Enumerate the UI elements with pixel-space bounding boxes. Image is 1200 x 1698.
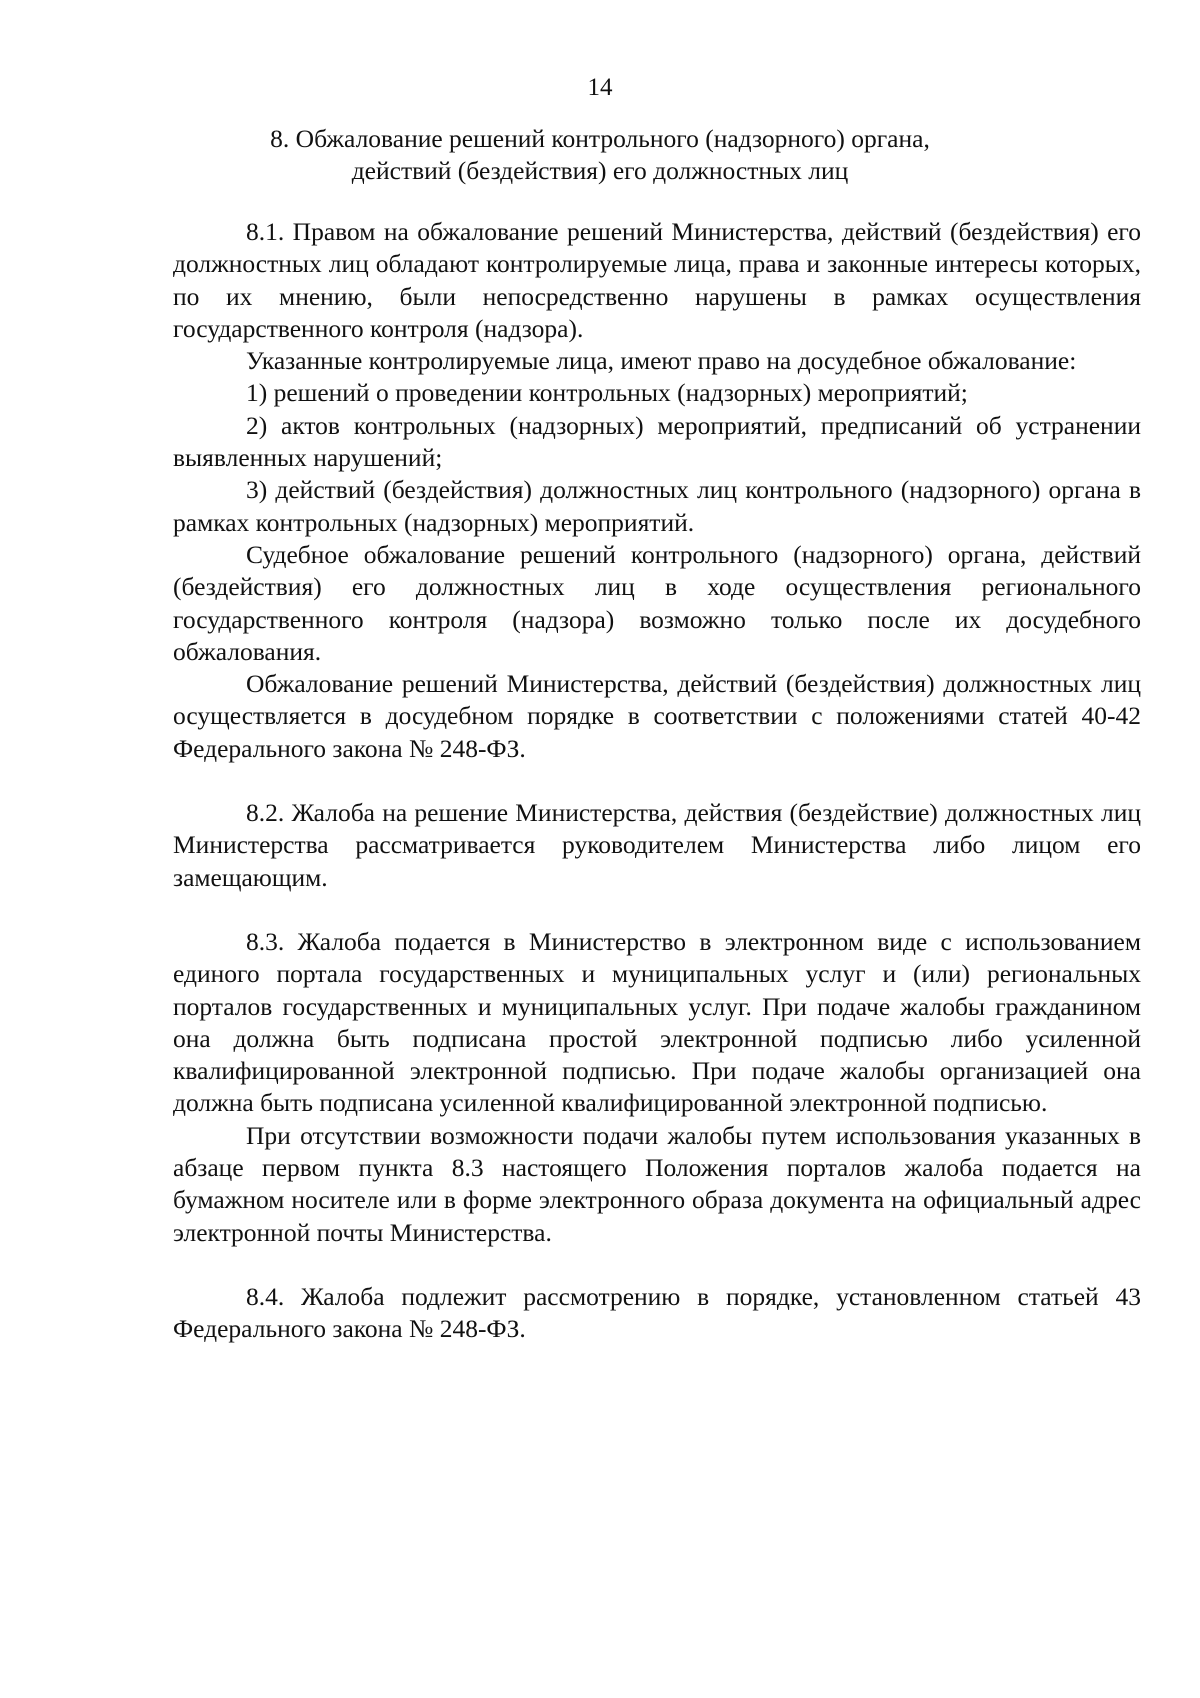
paragraph-appeal-procedure: Обжалование решений Министерства, действий (бездействия) должностных лиц осуществляется в досудебном порядке в соответствии с положениями статей 40-42 Федерального закона № 248-ФЗ.	[173, 669, 1141, 763]
paragraph-8-4: 8.4. Жалоба подлежит рассмотрению в порядке, установленном статьей 43 Федерального закона № 248-ФЗ.	[173, 1281, 1141, 1344]
paragraph-8-3: 8.3. Жалоба подается в Министерство в электронном виде с использованием единого портала государственных и муниципальных услуг и (или) региональных порталов государственных и муниципальных услуг. При подаче жалобы гражданином она должна быть подписана простой электронной подписью либо усиленной квалифицированной электронной подписью. При подаче жалобы организацией она должна быть подписана усиленной квалифицированной электронной подписью.	[173, 926, 1141, 1118]
paragraph-gap	[173, 1249, 1141, 1281]
section-title-line-1: 8. Обжалование решений контрольного (надзорного) органа,	[270, 124, 930, 153]
list-item-3: 3) действий (бездействия) должностных лиц контрольного (надзорного) органа в рамках контрольных (надзорных) мероприятий.	[173, 475, 1141, 537]
section-title	[160, 123, 1040, 187]
paragraph-8-2: 8.2. Жалоба на решение Министерства, действия (бездействие) должностных лиц Министерства рассматривается руководителем Министерства либо лицом его замещающим.	[173, 798, 1141, 892]
page-number: 14	[587, 74, 613, 101]
paragraph-gap	[173, 894, 1141, 926]
list-item-2: 2) актов контрольных (надзорных) мероприятий, предписаний об устранении выявленных нарушений;	[173, 410, 1141, 473]
paragraph-8-1: 8.1. Правом на обжалование решений Министерства, действий (бездействия) его должностных лиц обладают контролируемые лица, права и законные интересы которых, по их мнению, были непосредственно нарушены в рамках осуществления государственного контроля (надзора).	[173, 217, 1141, 343]
section-title-line-2: действий (бездействия) его должностных лиц	[351, 156, 849, 185]
paragraph-paper-submission: При отсутствии возможности подачи жалобы путем использования указанных в абзаце первом пункта 8.3 настоящего Положения порталов жалоба подается на бумажном носителе или в форме электронного образа документа на официальный адрес электронной почты Министерства.	[173, 1120, 1141, 1247]
list-item-1: 1) решений о проведении контрольных (надзорных) мероприятий;	[246, 378, 968, 408]
document-body	[173, 216, 1141, 1346]
paragraph-judicial-appeal: Судебное обжалование решений контрольного (надзорного) органа, действий (бездействия) его должностных лиц в ходе осуществления регионального государственного контроля (надзора) возможно только после их досудебного обжалования.	[173, 539, 1141, 666]
paragraph-pre-trial-right: Указанные контролируемые лица, имеют право на досудебное обжалование:	[246, 346, 1077, 376]
paragraph-gap	[173, 765, 1141, 797]
